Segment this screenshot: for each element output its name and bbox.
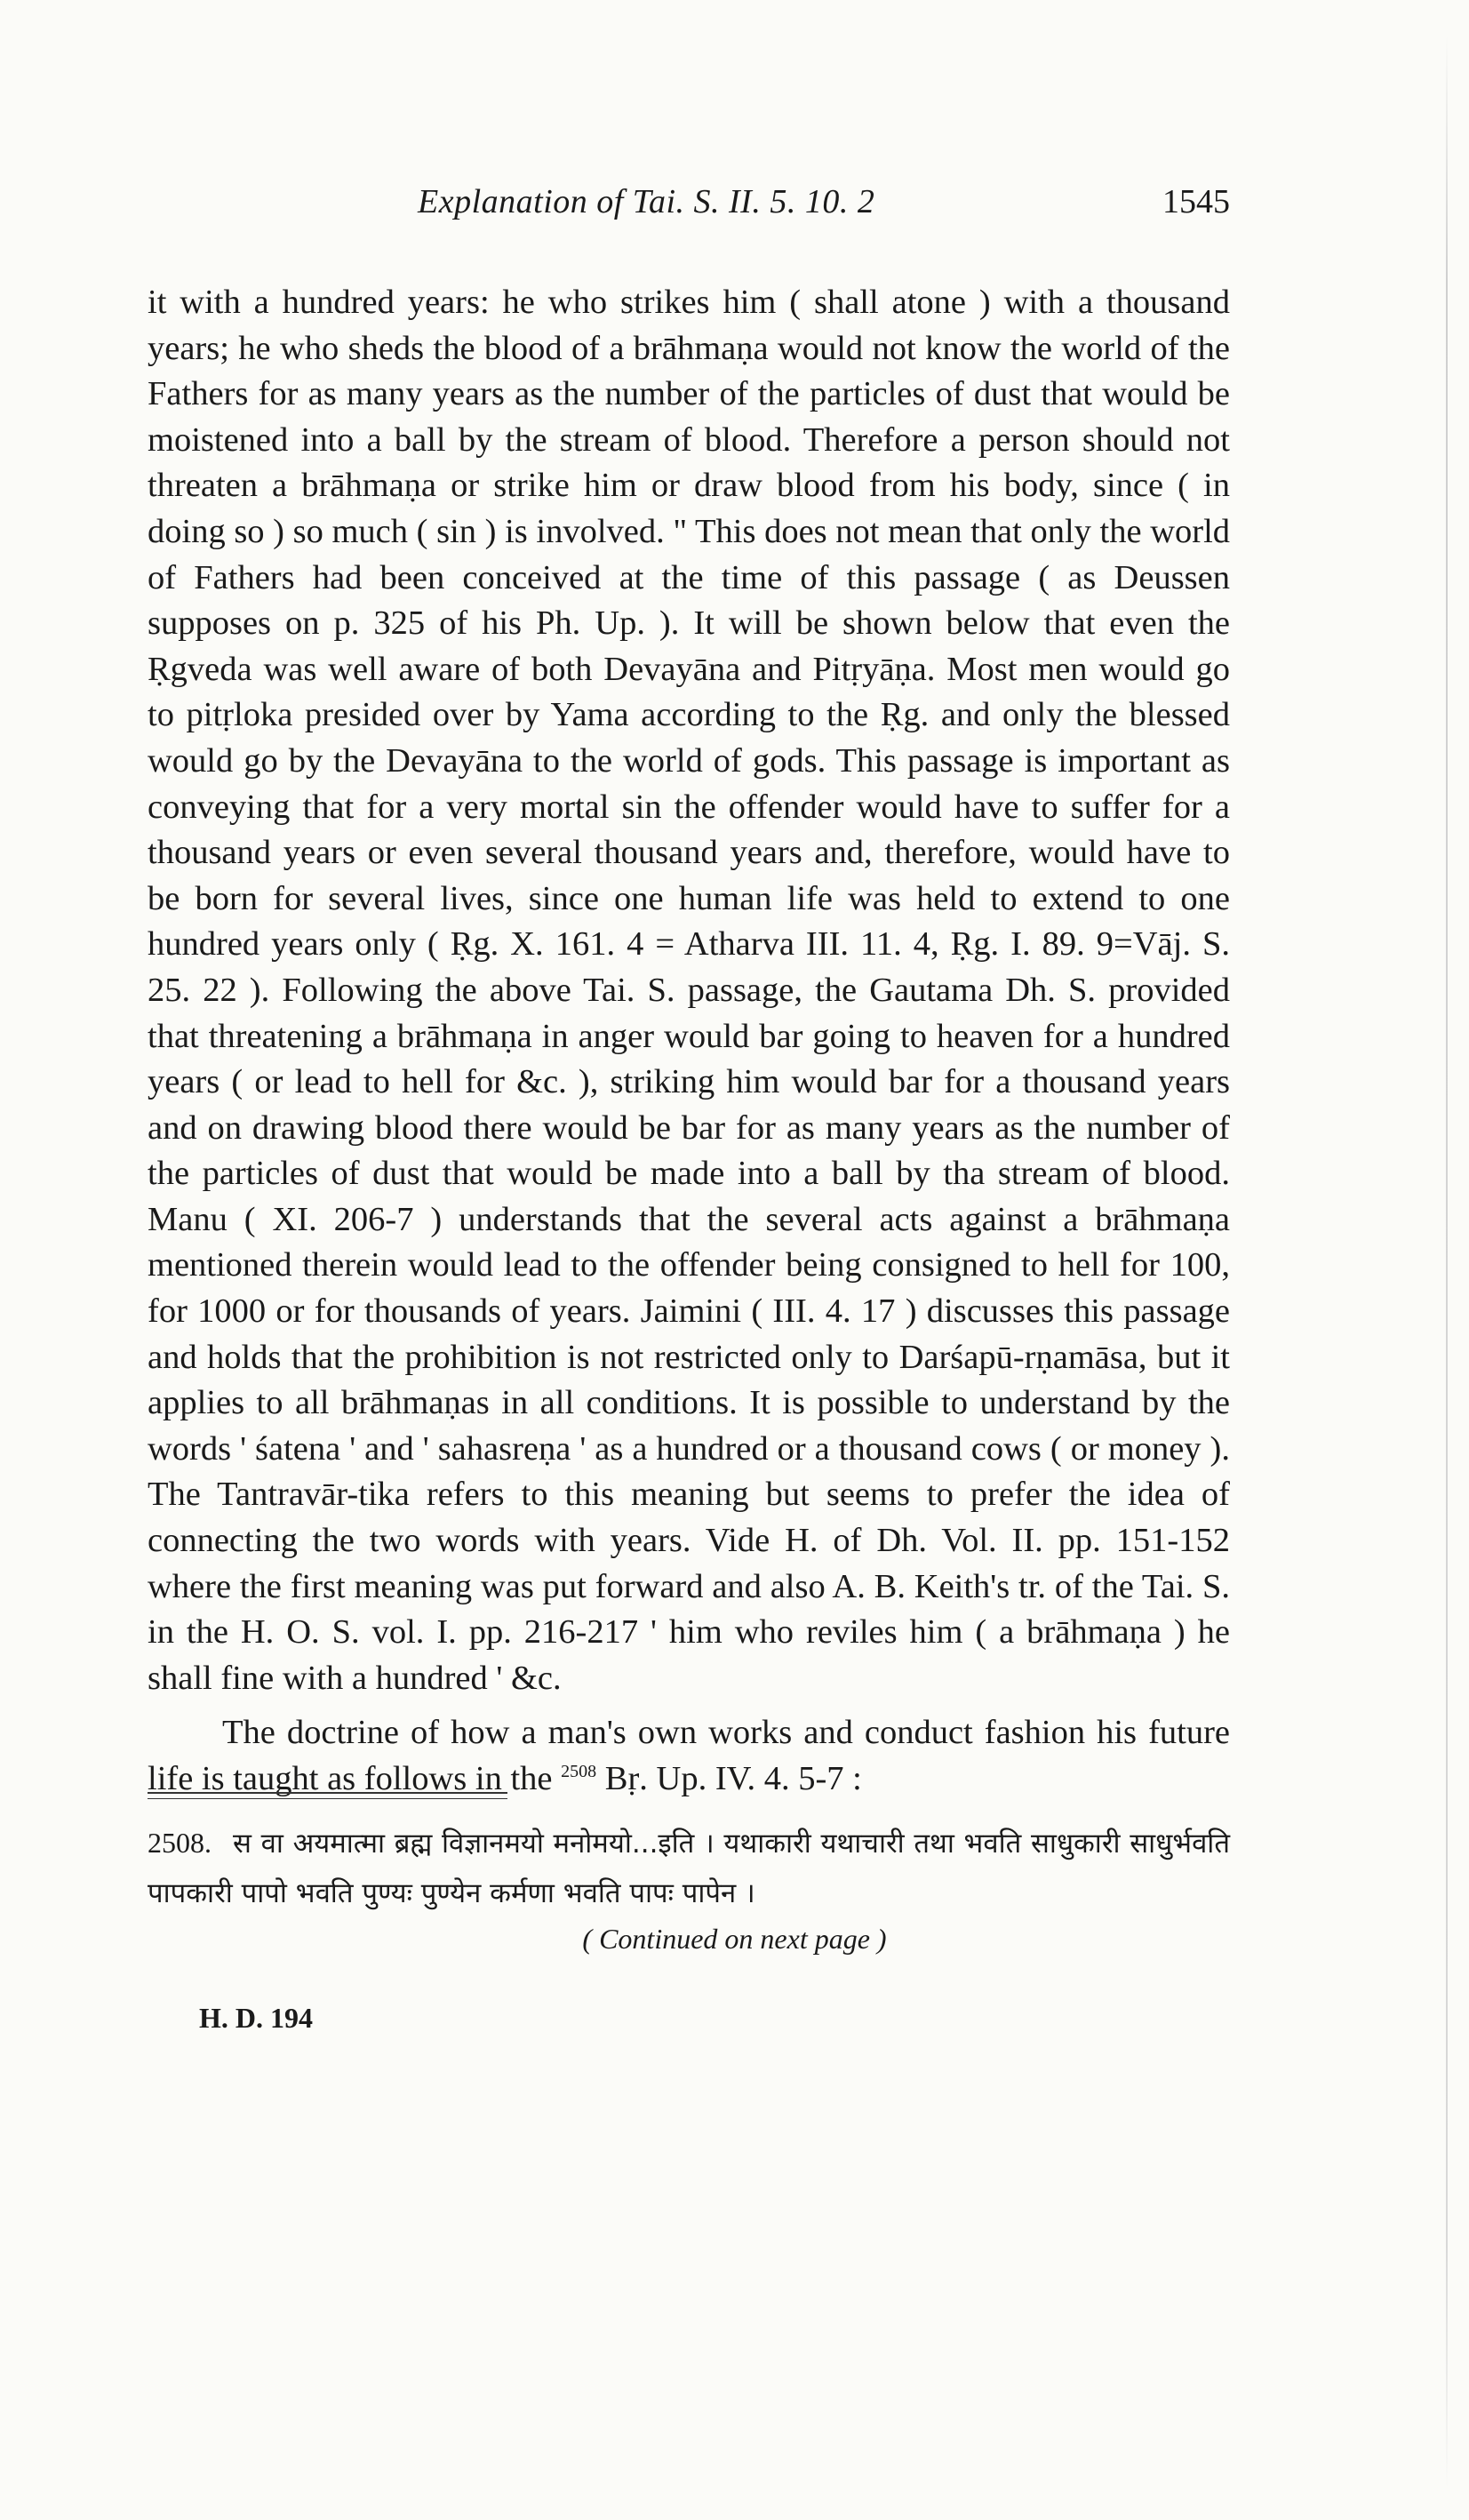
scan-edge-line xyxy=(1446,36,1448,2489)
page-header xyxy=(0,182,1469,236)
continued-note: ( Continued on next page ) xyxy=(582,1923,887,1955)
paragraph-2-end: Bṛ. Up. IV. 4. 5-7 : xyxy=(604,1760,862,1797)
footnote-rule xyxy=(148,1792,507,1794)
running-title: Explanation of Tai. S. II. 5. 10. 2 xyxy=(418,183,875,220)
paragraph-2 xyxy=(148,1710,1230,1802)
footnote xyxy=(148,1818,1230,1918)
footnote-reference: 2508 xyxy=(561,1762,597,1781)
footnote-rule-thin xyxy=(148,1798,507,1799)
paragraph-2-text: The doctrine of how a man's own works and conduct fashion his future life is taught as follows in the xyxy=(148,1714,1230,1797)
page-number: 1545 xyxy=(1162,183,1230,220)
footnote-sanskrit-text: स वा अयमात्मा ब्रह्म विज्ञानमयो मनोमयो...इति । यथाकारी यथाचारी तथा भवति साधुकारी साधुर्भवति पापकारी पापो भवति पुण्यः पुण्येन कर्मणा भवति पापः पापेन । xyxy=(148,1828,1230,1909)
main-text xyxy=(148,280,1230,1803)
signature-mark: H. D. 194 xyxy=(199,2002,313,2034)
footnote-number: 2508. xyxy=(148,1827,212,1859)
paragraph-1: it with a hundred years: he who strikes him ( shall atone ) with a thousand years; he who sheds the blood of a brāhmaṇa would not know the world of the Fathers for as many years as the number of the particles of dust that would be moistened into a ball by the stream of blood. Therefore a person should not threaten a brāhmaṇa or strike him or draw blood from his body, since ( in doing so ) so much ( sin ) is involved. " This does not mean that only the world of Fathers had been conceived at the time of this passage ( as Deussen supposes on p. 325 of his Ph. Up. ). It will be shown below that even the Ṛgveda was well aware of both Devayāna and Pitṛyāṇa. Most men would go to pitṛloka presided over by Yama according to the Ṛg. and only the blessed would go by the Devayāna to the world of gods. This passage is important as conveying that for a very mortal sin the offender would have to suffer for a thousand years or even several thousand years and, therefore, would have to be born for several lives, since one human life was held to extend to one hundred years only ( Ṛg. X. 161. 4 = Atharva III. 11. 4, Ṛg. I. 89. 9=Vāj. S. 25. 22 ). Following the above Tai. S. passage, the Gautama Dh. S. provided that threatening a brāhmaṇa in anger would bar going to heaven for a hundred years ( or lead to hell for &c. ), striking him would bar for a thousand years and on drawing blood there would be bar for as many years as the number of the particles of dust that would be made into a ball by tha stream of blood. Manu ( XI. 206-7 ) understands that the several acts against a brāhmaṇa mentioned therein would lead to the offender being consigned to hell for 100, for 1000 or for thousands of years. Jaimini ( III. 4. 17 ) discusses this passage and holds that the prohibition is not restricted only to Darśapū-rṇamāsa, but it applies to all brāhmaṇas in all conditions. It is possible to understand by the words ' śatena ' and ' sahasreṇa ' as a hundred or a thousand cows ( or money ). The Tantravār-tika refers to this meaning but seems to prefer the idea of connecting the two words with years. Vide H. of Dh. Vol. II. pp. 151-152 where the first meaning was put forward and also A. B. Keith's tr. of the Tai. S. in the H. O. S. vol. I. pp. 216-217 ' him who reviles him ( a brāhmaṇa ) he shall fine with a hundred ' &c. xyxy=(148,284,1231,1697)
